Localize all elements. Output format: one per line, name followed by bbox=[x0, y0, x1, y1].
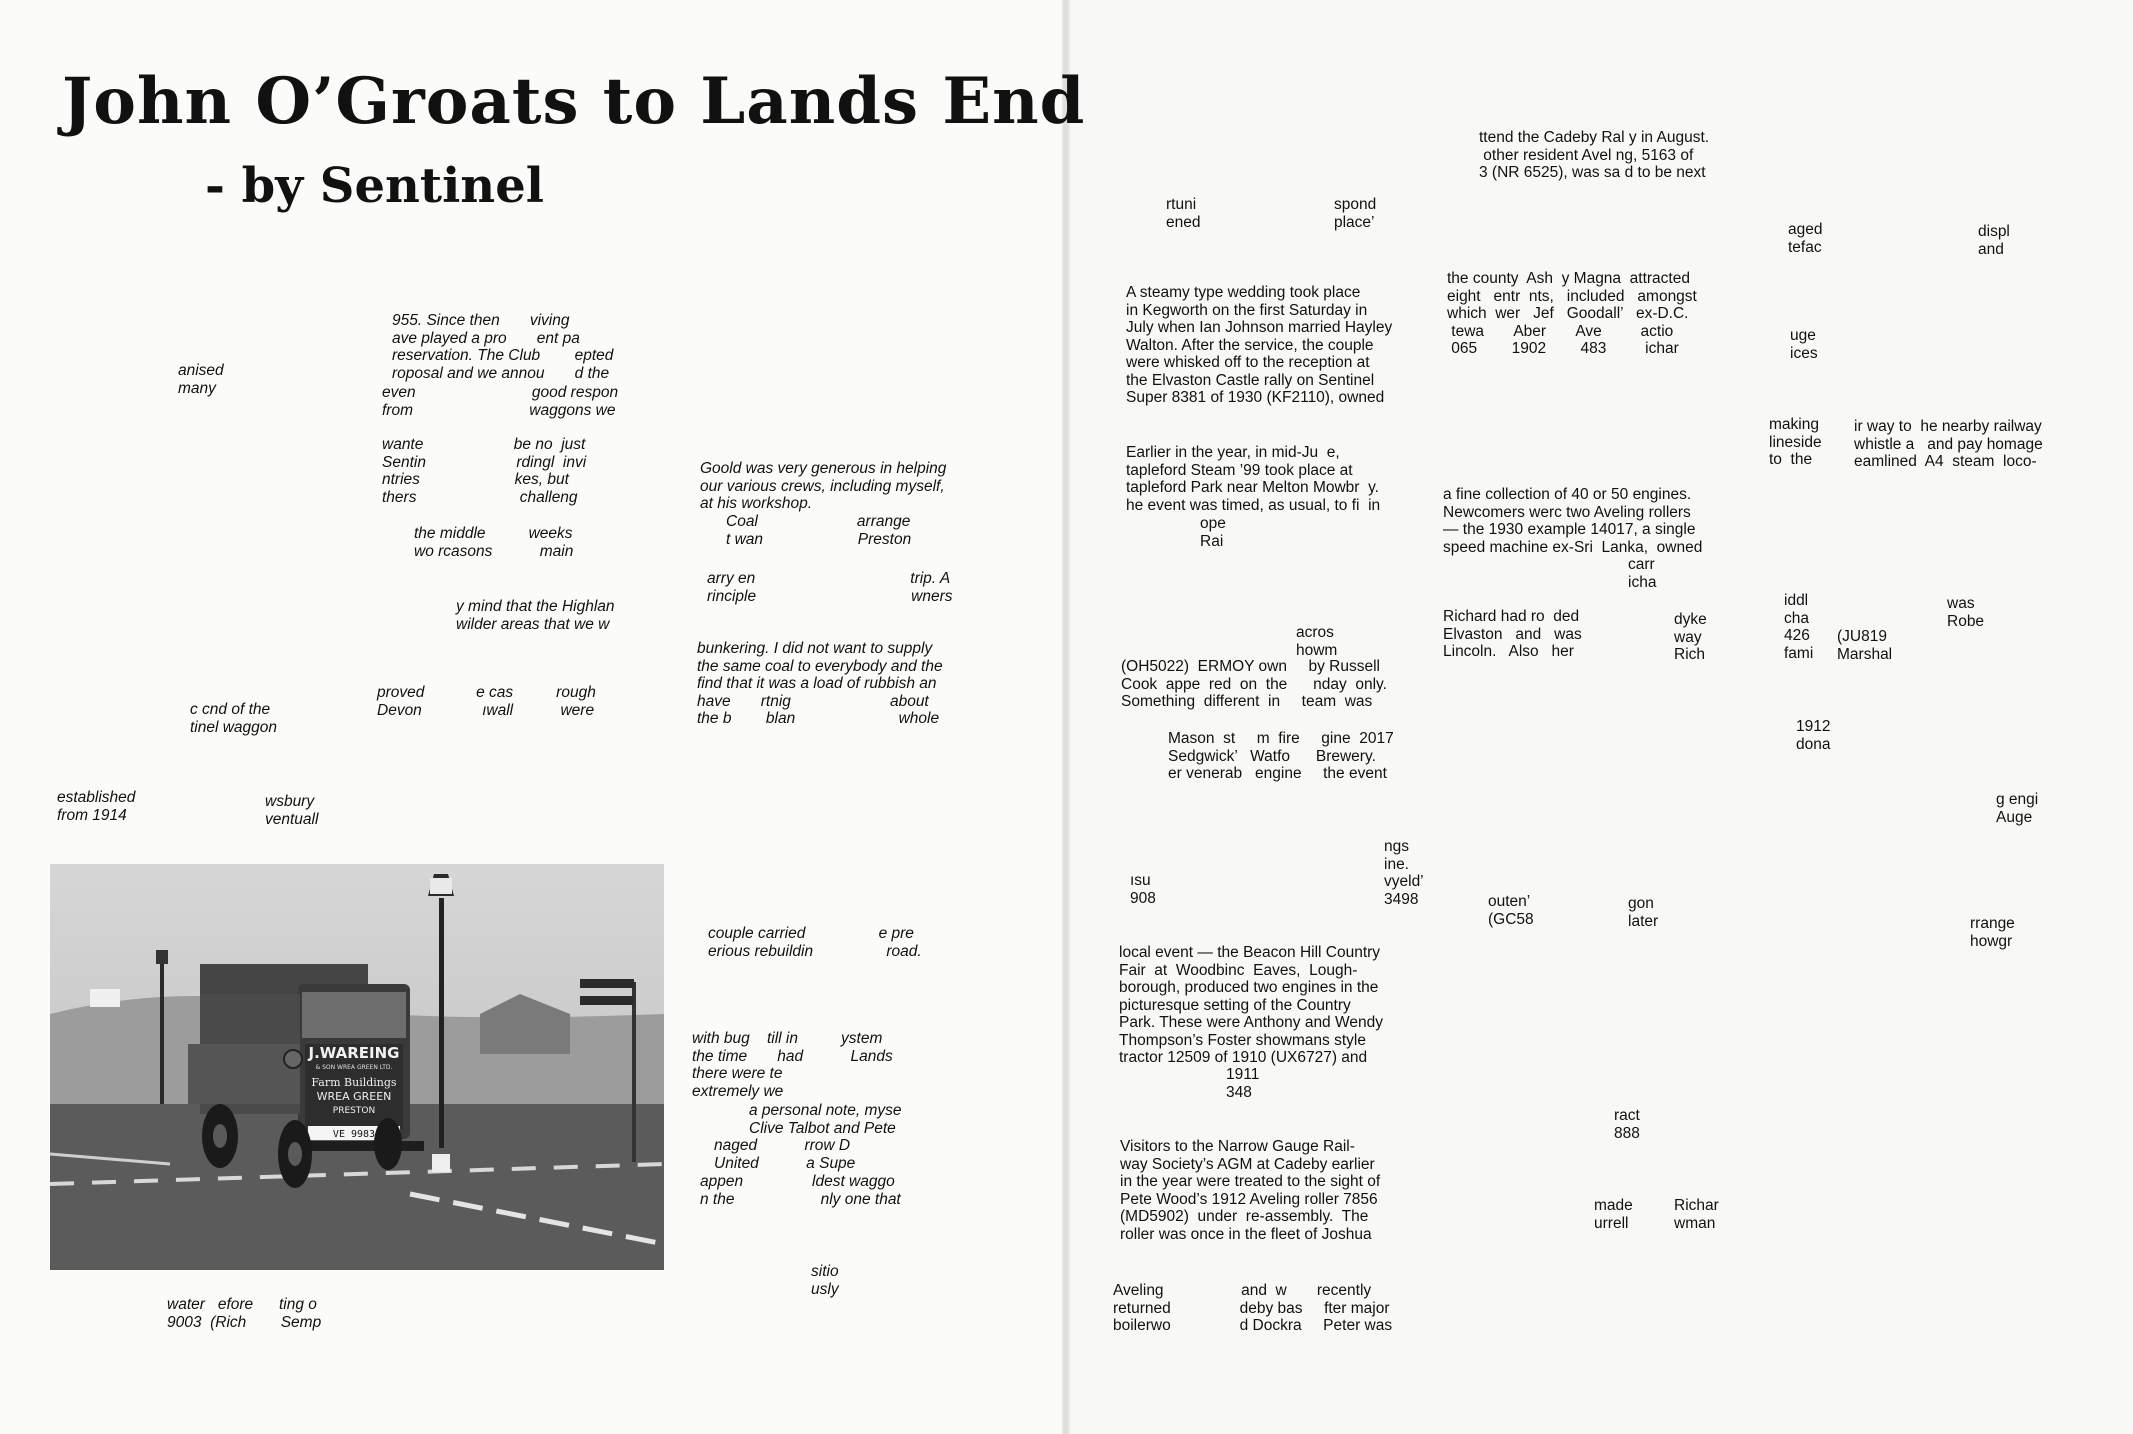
text-fragment: wante be no just Sentin rdingl invi ntries kes, but thers challeng bbox=[382, 436, 587, 506]
waggon-sign-line3: PRESTON bbox=[332, 1106, 376, 1116]
text-fragment: 955. Since then viving ave played a pro ent pa reservation. The Club epted roposal and we annou d the bbox=[392, 312, 614, 382]
text-fragment: with bug till in ystem the time had Lands there were te extremely we bbox=[692, 1030, 893, 1100]
text-fragment: appen ldest waggo n the nly one that bbox=[700, 1173, 901, 1208]
text-fragment: ısu 908 bbox=[1130, 872, 1156, 907]
text-fragment: Richar wman bbox=[1674, 1197, 1719, 1232]
text-fragment: g engi Auge bbox=[1996, 791, 2039, 826]
text-fragment: rtuni spond ened place’ bbox=[1166, 196, 1377, 231]
text-fragment: outen’ (GC58 bbox=[1488, 893, 1534, 928]
article-title: John O’Groats to Lands End bbox=[62, 64, 1086, 139]
text-fragment: Richard had ro ded Elvaston and was Lincoln. Also her bbox=[1443, 608, 1582, 660]
text-fragment: even good respon from waggons we bbox=[382, 384, 619, 419]
text-fragment: established from 1914 bbox=[57, 789, 136, 824]
waggon-sign-line2: WREA GREEN bbox=[316, 1090, 392, 1103]
text-fragment: aged tefac bbox=[1788, 221, 1823, 256]
text-fragment: a fine collection of 40 or 50 engines. Newcomers werc two Aveling rollers — the 1930 example 14017, a single speed machine ex-Sri Lanka, owned bbox=[1443, 486, 1703, 556]
text-fragment: sitio usly bbox=[811, 1263, 839, 1298]
photo-caption: water efore ting o 9003 (Rich Semp bbox=[167, 1296, 322, 1331]
text-fragment: gon later bbox=[1628, 895, 1659, 930]
text-fragment: proved e cas rough Devon ıwall were bbox=[377, 684, 596, 719]
text-fragment: ope Rai bbox=[1200, 515, 1226, 550]
text-fragment: 1911 348 bbox=[1226, 1066, 1260, 1101]
text-fragment: the county Ash y Magna attracted eight entr nts, included amongst which wer Jef Goodall’ ex-D.C. tewa Aber Ave actio 065 1902 483 ichar bbox=[1447, 270, 1697, 357]
text-fragment: the middle weeks wo rcasons main bbox=[414, 525, 574, 560]
text-fragment: rrange howgr bbox=[1970, 915, 2015, 950]
text-fragment: y mind that the Highlan wilder areas that we w bbox=[456, 598, 615, 633]
text-fragment: making lineside to the bbox=[1769, 416, 1822, 468]
text-fragment: dyke way Rich bbox=[1674, 611, 1707, 663]
text-fragment: Mason st m fire gine 2017 Sedgwick’ Watfo Brewery. er venerab engine the event bbox=[1168, 730, 1394, 782]
text-fragment: Coal arrange t wan Preston bbox=[726, 513, 912, 548]
text-fragment: arry en trip. A rinciple wners bbox=[707, 570, 953, 605]
text-fragment: displ and bbox=[1978, 223, 2010, 258]
text-fragment: anised many bbox=[178, 362, 224, 397]
article-byline: - by Sentinel bbox=[205, 158, 544, 214]
text-fragment: (OH5022) ERMOY own by Russell Cook appe red on the nday only. Something different in team was bbox=[1121, 658, 1387, 710]
text-fragment: iddl cha 426 fami bbox=[1784, 592, 1814, 662]
waggon-sign-line1: Farm Buildings bbox=[311, 1076, 397, 1089]
text-fragment: ttend the Cadeby Ral y in August. other resident Avel ng, 5163 of 3 (NR 6525), was sa d to be next bbox=[1479, 129, 1710, 181]
text-fragment: naged rrow D United a Supe bbox=[714, 1137, 856, 1172]
steam-waggon-photo bbox=[50, 864, 664, 1270]
waggon-plate: VE 9983 bbox=[332, 1129, 376, 1140]
text-fragment: A steamy type wedding took place in Kegworth on the first Saturday in July when Ian Johnson married Hayley Walton. After the service, the couple were whisked off to the reception at the Elvaston Castle rally on Sentinel Super 8381 of 1930 (KF2110), owned bbox=[1126, 284, 1393, 406]
text-fragment: 1912 dona bbox=[1796, 718, 1831, 753]
text-fragment: made urrell bbox=[1594, 1197, 1633, 1232]
text-fragment: local event — the Beacon Hill Country Fair at Woodbinc Eaves, Lough- borough, produced two engines in the picturesque setting of the Country Park. These were Anthony and Wendy Thompson’s Foster showmans style tractor 12509 of 1910 (UX6727) and bbox=[1119, 944, 1383, 1066]
text-fragment: uge ices bbox=[1790, 327, 1818, 362]
text-fragment: couple carried e pre erious rebuildin road. bbox=[708, 925, 922, 960]
text-fragment: a personal note, myse Clive Talbot and Pete bbox=[749, 1102, 902, 1137]
text-fragment: c cnd of the tinel waggon bbox=[190, 701, 278, 736]
text-fragment: Earlier in the year, in mid-Ju e, tapleford Steam ’99 took place at tapleford Park near Melton Mowbr y. he event was timed, as usual, to fi in bbox=[1126, 444, 1381, 514]
text-fragment: ir way to he nearby railway whistle a and pay homage eamlined A4 steam loco- bbox=[1854, 418, 2043, 470]
text-fragment: wsbury ventuall bbox=[265, 793, 319, 828]
text-fragment: carr icha bbox=[1628, 556, 1657, 591]
text-fragment: ract 888 bbox=[1614, 1107, 1640, 1142]
text-fragment: Visitors to the Narrow Gauge Rail- way Society’s AGM at Cadeby earlier in the year were treated to the sight of Pete Wood’s 1912 Aveling roller 7856 (MD5902) under re-assembly. The roller was once in the fleet of Joshua bbox=[1120, 1138, 1381, 1243]
page-gutter bbox=[1062, 0, 1070, 1434]
text-fragment: ngs ine. vyeld’ 3498 bbox=[1384, 838, 1424, 908]
waggon-sign-name: J.WAREING bbox=[308, 1044, 400, 1062]
steam-waggon-photo-image bbox=[50, 864, 664, 1270]
text-fragment: acros howm bbox=[1296, 624, 1338, 659]
waggon-sign-sub: & SON WREA GREEN LTD. bbox=[315, 1064, 393, 1071]
text-fragment: (JU819 Marshal bbox=[1837, 628, 1893, 663]
text-fragment: Goold was very generous in helping our various crews, including myself, at his workshop. bbox=[700, 460, 947, 512]
text-fragment: Aveling and w recently returned deby bas fter major boilerwo d Dockra Peter was bbox=[1113, 1282, 1393, 1334]
text-fragment: was Robe bbox=[1947, 595, 1985, 630]
text-fragment: bunkering. I did not want to supply the same coal to everybody and the find that it was a load of rubbish an have rtnig about the b blan whole bbox=[697, 640, 943, 727]
